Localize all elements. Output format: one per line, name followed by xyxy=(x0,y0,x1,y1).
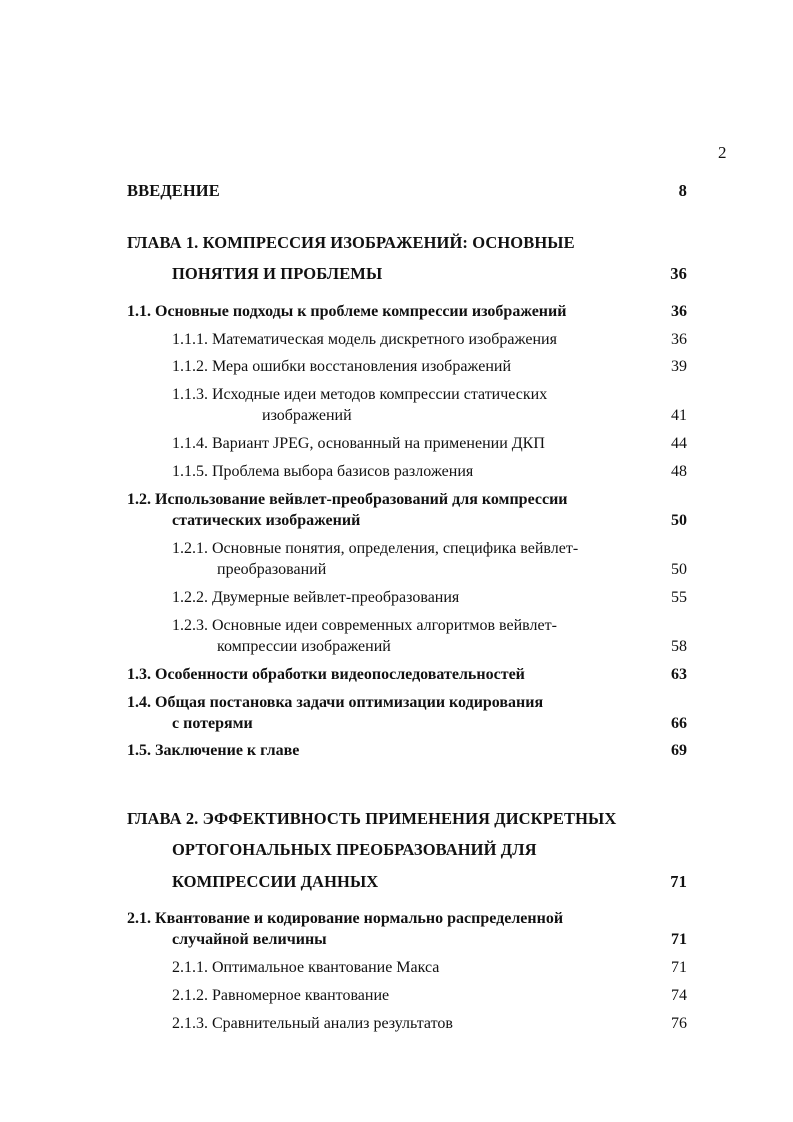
toc-entry-title: 1.1. Основные подходы к проблеме компрессии изображений xyxy=(127,303,567,320)
toc-entry-title: 2.1.2. Равномерное квантование xyxy=(172,987,390,1004)
page-number: 2 xyxy=(718,143,727,162)
toc-entry-title: 1.1.1. Математическая модель дискретного изображения xyxy=(172,331,557,348)
toc-entry-title: 1.5. Заключение к главе xyxy=(127,742,300,759)
toc-entry-title: 1.1.2. Мера ошибки восстановления изображений xyxy=(172,358,512,375)
toc-entry-page: 71 xyxy=(671,931,687,948)
toc-entry-page: 39 xyxy=(671,358,687,375)
toc-entry-title: ГЛАВА 1. КОМПРЕССИЯ ИЗОБРАЖЕНИЙ: ОСНОВНЫЕ xyxy=(127,233,575,252)
toc-entry-title: 1.4. Общая постановка задачи оптимизации кодирования xyxy=(127,694,544,711)
toc-entry-page: 71 xyxy=(670,872,687,891)
toc-entry-page: 66 xyxy=(671,715,687,732)
toc-entry-page: 76 xyxy=(671,1015,687,1032)
toc-entry-page: 36 xyxy=(670,264,687,283)
toc-entry-title: преобразований xyxy=(217,561,327,578)
toc-entry-page: 48 xyxy=(671,463,687,480)
toc-entry-page: 8 xyxy=(678,181,687,200)
toc-entry-title: компрессии изображений xyxy=(217,638,391,655)
toc-entry-title: ОРТОГОНАЛЬНЫХ ПРЕОБРАЗОВАНИЙ ДЛЯ xyxy=(172,840,537,859)
toc-entry-title: статических изображений xyxy=(172,512,361,529)
toc-entry-title: КОМПРЕССИИ ДАННЫХ xyxy=(172,872,379,891)
toc-entry-title: 1.2.2. Двумерные вейвлет-преобразования xyxy=(172,589,460,606)
toc-entry-page: 44 xyxy=(671,435,687,452)
toc-entry-page: 55 xyxy=(671,589,687,606)
toc-entry-title: изображений xyxy=(262,407,352,424)
toc-entry-title: 1.2. Использование вейвлет-преобразований для компрессии xyxy=(127,491,568,508)
toc-entry-page: 63 xyxy=(671,666,687,683)
toc-entry-title: 1.1.3. Исходные идеи методов компрессии статических xyxy=(172,386,548,403)
toc-entry-title: ГЛАВА 2. ЭФФЕКТИВНОСТЬ ПРИМЕНЕНИЯ ДИСКРЕТНЫХ xyxy=(127,809,617,828)
toc-entry-title: 1.1.5. Проблема выбора базисов разложения xyxy=(172,463,474,480)
toc-entry-title: 2.1.3. Сравнительный анализ результатов xyxy=(172,1015,453,1032)
toc-entry-title: 1.1.4. Вариант JPEG, основанный на применении ДКП xyxy=(172,435,545,452)
toc-entry-page: 71 xyxy=(671,959,687,976)
toc-entry-page: 50 xyxy=(671,561,687,578)
toc-entry-title: 1.3. Особенности обработки видеопоследовательностей xyxy=(127,666,525,683)
toc-entry-page: 41 xyxy=(671,407,687,424)
toc-entry-title: 2.1.1. Оптимальное квантование Макса xyxy=(172,959,440,976)
toc-entry-title: случайной величины xyxy=(172,931,327,948)
toc-entry-title: ПОНЯТИЯ И ПРОБЛЕМЫ xyxy=(172,264,383,283)
toc-entry-title: ВВЕДЕНИЕ xyxy=(127,181,220,200)
toc-entry-page: 36 xyxy=(671,331,687,348)
toc-entry-page: 36 xyxy=(671,303,687,320)
toc-entry-title: 1.2.1. Основные понятия, определения, специфика вейвлет- xyxy=(172,540,579,557)
toc-entry-page: 58 xyxy=(671,638,687,655)
toc-entry-title: 1.2.3. Основные идеи современных алгоритмов вейвлет- xyxy=(172,617,557,634)
toc-entry-title: 2.1. Квантование и кодирование нормально распределенной xyxy=(127,910,564,927)
toc-entry-page: 50 xyxy=(671,512,687,529)
toc-entry-page: 69 xyxy=(671,742,687,759)
toc-entry-title: с потерями xyxy=(172,715,253,732)
toc-entry-page: 74 xyxy=(671,987,687,1004)
